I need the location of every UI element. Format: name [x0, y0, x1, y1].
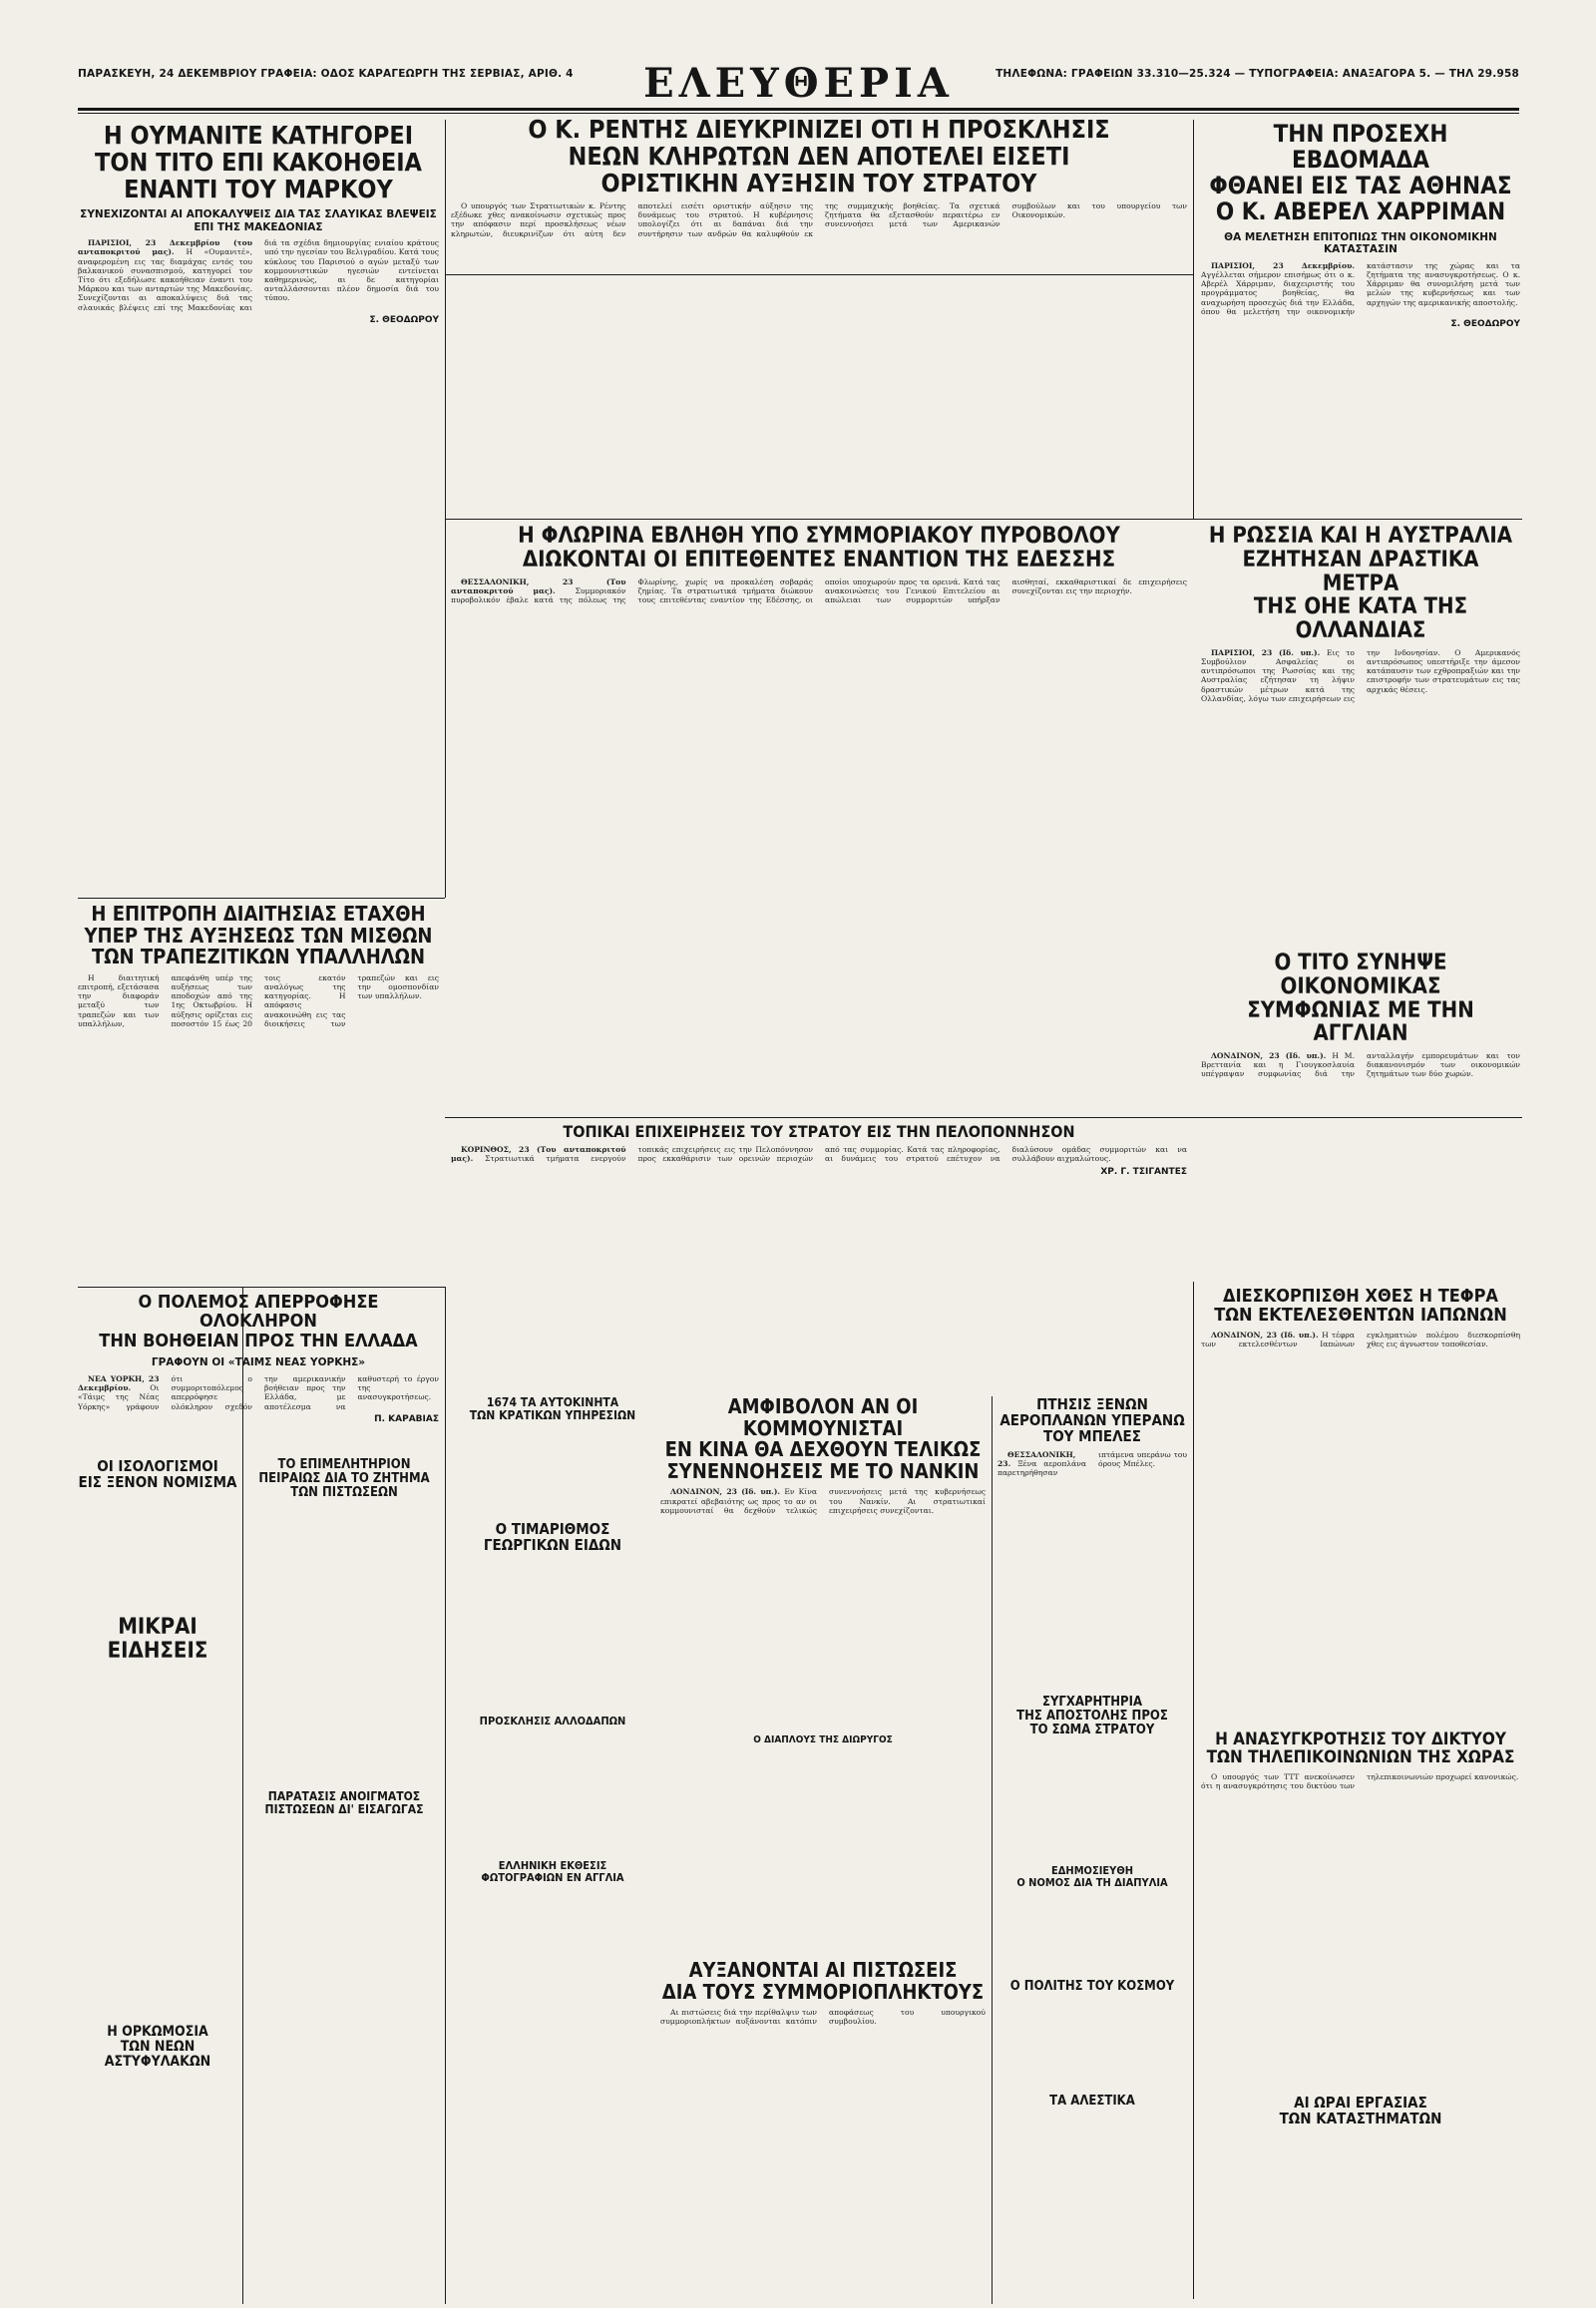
headline — [1201, 525, 1520, 643]
article-body — [1201, 1772, 1520, 1790]
headline-line: ΕΖΗΤΗΣΑΝ ΔΡΑΣΤΙΚΑ ΜΕΤΡΑ — [1242, 547, 1479, 596]
column-divider — [445, 1287, 446, 2304]
article-text: ΚΟΡΙΝΘΟΣ, 23 (Του ανταποκριτού μας). Στρατιωτικά τμήματα ενεργούν τοπικάς επιχειρήσεις εις την Πελοπόννησον προς εκκαθάρισιν των ορεινών περιοχών από τας συμμορίας. Κατά τας πληροφορίας, αι δυνάμεις του στρατού επέτυχον να διαλύσουν ομάδας συμμοριτών και να συλλάβουν αιχμαλώτους. — [451, 1145, 1187, 1164]
headline — [78, 1616, 237, 1664]
short-politis — [998, 1980, 1187, 2090]
dateline: ΛΟΝΔΙΝΟΝ, 23 (Ιδ. υπ.). — [1211, 1051, 1333, 1060]
masthead-rule-thin — [78, 113, 1519, 114]
headline — [998, 1980, 1187, 1994]
headline-line: ΜΙΚΡΑΙ ΕΙΔΗΣΕΙΣ — [107, 1616, 208, 1664]
short-alestika — [998, 2095, 1187, 2299]
headline-line: ΠΡΟΣΚΛΗΣΙΣ ΑΛΛΟΔΑΠΩΝ — [479, 1716, 626, 1728]
article-body — [78, 1374, 439, 1411]
article-pistosis — [660, 1960, 986, 2299]
headline — [78, 122, 439, 202]
headline-line: Η ΕΠΙΤΡΟΠΗ ΔΙΑΙΤΗΣΙΑΣ ΕΤΑΧΘΗ — [91, 904, 426, 926]
headline-line: Ο ΤΙΤΟ ΣΥΝΗΨΕ ΟΙΚΟΝΟΜΙΚΑΣ — [1274, 952, 1447, 999]
article-text: ΠΑΡΙΣΙΟΙ, 23 Δεκεμβρίου (του ανταποκριτού μας). Η «Ουμανιτέ», αναφερομένη εις τας διαμάχας εντός του βαλκανικού συνασπισμού, κατηγορεί τον Τίτο ότι εξεδήλωσε κακοήθειαν έναντι του Μάρκου και των ανταρτών της Μακεδονίας. Συνεχίζονται αι αποκαλύψεις διά τας σλαυικάς βλέψεις επί της Μακεδονίας και διά τα σχέδια δημιουργίας ενιαίου κράτους υπό την ηγεσίαν του Βελιγραδίου. Κατά τους κύκλους του Παρισιού ο αγών μεταξύ των κομμουνιστικών ηγεσιών εντείνεται καθημερινώς, αι δε κατηγορίαι ανταλλάσσονται πλέον δημοσία διά του τύπου. — [78, 238, 439, 312]
dateline: ΠΑΡΙΣΙΟΙ, 23 Δεκεμβρίου (του ανταποκριτού μας). — [78, 238, 252, 257]
headline-line: ΤΟΠΙΚΑΙ ΕΠΙΧΕΙΡΗΣΕΙΣ ΤΟΥ ΣΤΡΑΤΟΥ ΕΙΣ ΤΗΝ ΠΕΛΟΠΟΝΝΗΣΟΝ — [563, 1123, 1075, 1141]
byline: Σ. ΘΕΟΔΩΡΟΥ — [1450, 319, 1520, 330]
article-harriman — [1201, 122, 1520, 513]
article-body — [660, 2008, 986, 2026]
headline-line: ΦΩΤΟΓΡΑΦΙΩΝ ΕΝ ΑΓΓΛΙΑ — [481, 1870, 624, 1884]
headline-line: ΣΥΝΕΝΝΟΗΣΕΙΣ ΜΕ ΤΟ ΝΑΝΚΙΝ — [666, 1458, 980, 1483]
headline-line: ΤΩΝ ΤΗΛΕΠΙΚΟΙΝΩΝΙΩΝ ΤΗΣ ΧΩΡΑΣ — [1206, 1747, 1515, 1768]
article-body — [660, 1487, 986, 1515]
headline-line: ΕΙΣ ΞΕΝΟΝ ΝΟΜΙΣΜΑ — [78, 1473, 237, 1492]
short-peiraias — [248, 1458, 440, 1782]
headline-line: ΤΩΝ ΕΚΤΕΛΕΣΘΕΝΤΩΝ ΙΑΠΩΝΩΝ — [1214, 1305, 1507, 1327]
article-body — [451, 1145, 1187, 1163]
headline-line: Η ΦΛΩΡΙΝΑ ΕΒΛΗΘΗ ΥΠΟ ΣΥΜΜΟΡΙΑΚΟΥ ΠΥΡΟΒΟΛΟΥ — [518, 525, 1120, 549]
headline — [1201, 1287, 1520, 1326]
headline-line: ΤΟ ΕΠΙΜΕΛΗΤΗΡΙΟΝ — [277, 1458, 411, 1472]
short-ekthesis — [451, 1860, 654, 2299]
article-text: ΛΟΝΔΙΝΟΝ, 23 (Ιδ. υπ.). Η τέφρα των εκτελεσθέντων Ιαπώνων εγκληματιών πολέμου διεσκορπίσθη χθες εις άγνωστον τοποθεσίαν. — [1201, 1330, 1520, 1349]
headline-line: ΑΜΦΙΒΟΛΟΝ ΑΝ ΟΙ ΚΟΜΜΟΥΝΙΣΤΑΙ — [727, 1396, 919, 1440]
headline — [451, 1521, 654, 1553]
headline-line: ΕΝΑΝΤΙ ΤΟΥ ΜΑΡΚΟΥ — [124, 175, 393, 203]
headline-line: ΣΥΜΦΩΝΙΑΣ ΜΕ ΤΗΝ ΑΓΓΛΙΑΝ — [1247, 997, 1474, 1047]
dateline: ΠΑΡΙΣΙΟΙ, 23 (Ιδ. υπ.). — [1211, 647, 1327, 657]
headline-line: ΤΩΝ ΝΕΩΝ ΑΣΤΥΦΥΛΑΚΩΝ — [104, 2039, 211, 2071]
article-text: ΛΟΝΔΙΝΟΝ, 23 (Ιδ. υπ.). Εν Κίνα επικρατεί αβεβαιότης ως προς το αν οι κομμουνισταί θα δεχθούν τελικώς συνεννοήσεις μετά της κυβερνήσεως του Νανκίν. Αι στρατιωτικαί επιχειρήσεις συνεχίζονται. — [660, 1487, 986, 1515]
headline-line: Ο ΔΙΑΠΛΟΥΣ ΤΗΣ ΔΙΩΡΥΓΟΣ — [753, 1735, 893, 1745]
headline-line: Ο Κ. ΡΕΝΤΗΣ ΔΙΕΥΚΡΙΝΙΖΕΙ ΟΤΙ Η ΠΡΟΣΚΛΗΣΙΣ — [528, 116, 1110, 144]
newspaper-title: ΕΛΕΥΘΕΡΙΑ — [643, 60, 954, 107]
headline-line: ΤΗΣ ΑΠΟΣΤΟΛΗΣ ΠΡΟΣ — [1016, 1709, 1168, 1725]
article-markos — [78, 122, 439, 890]
masthead-phones: ΤΗΛΕΦΩΝΑ: ΓΡΑΦΕΙΩΝ 33.310—25.324 — ΤΥΠΟΓΡΑΦΕΙΑ: ΑΝΑΞΑΓΟΡΑ 5. — ΤΗΛ 29.958 — [996, 68, 1519, 80]
article-tactical — [451, 1123, 1187, 1392]
short-nomos — [998, 1865, 1187, 1975]
column-divider — [445, 120, 446, 898]
headline — [78, 904, 439, 968]
section-rule — [78, 898, 445, 899]
headline — [660, 1960, 986, 2003]
byline: ΧΡ. Γ. ΤΣΙΓΑΝΤΕΣ — [1100, 1166, 1187, 1177]
masthead-rule — [78, 108, 1519, 111]
article-text: Αι πιστώσεις διά την περίθαλψιν των συμμοριοπλήκτων αυξάνονται κατόπιν αποφάσεως του υπουργικού συμβουλίου. — [660, 2008, 986, 2027]
article-body — [998, 1450, 1187, 1478]
headline-line: ΑΕΡΟΠΛΑΝΩΝ ΥΠΕΡΑΝΩ — [999, 1411, 1185, 1430]
headline — [998, 2095, 1187, 2109]
short-diorgos — [660, 1735, 986, 1955]
article-text: Ο υπουργός των Στρατιωτικών κ. Ρέντης εξέδωκε χθες ανακοίνωσιν σχετικώς προς την απόφασιν περί προσκλήσεως νέων κληρωτών, διευκρινίζων ότι αύτη δεν αποτελεί εισέτι οριστικήν αύξησιν της δυνάμεως του στρατού. Η κυβέρνησις υπολογίζει ότι αι δαπάναι διά την συντήρησιν των ανδρών θα καλυφθούν εκ της συμμαχικής βοηθείας. Τα σχετικά ζητήματα θα εξετασθούν περαιτέρω εν συνεννοήσει μετά των Αμερικανών συμβούλων και του υπουργείου των Οικονομικών. — [451, 201, 1187, 238]
headline-line: ΤΟΝ ΤΙΤΟ ΕΠΙ ΚΑΚΟΗΘΕΙΑ — [95, 148, 422, 177]
dateline: ΛΟΝΔΙΝΟΝ, 23 (Ιδ. υπ.). — [670, 1487, 785, 1497]
headline — [78, 1458, 237, 1490]
short-paratasis — [248, 1790, 440, 2299]
headline-line: ΤΑ ΑΛΕΣΤΙΚΑ — [1049, 2095, 1135, 2109]
article-text: ΘΕΣΣΑΛΟΝΙΚΗ, 23 (Του ανταποκριτού μας). Συμμοριακόν πυροβολικόν έβαλε κατά της πόλεως της Φλωρίνης, χωρίς να προκαλέση σοβαράς ζημίας. Τα στρατιωτικά τμήματα διώκουν τους επιτεθέντας εναντίον της Εδέσσης, οι οποίοι υποχωρούν προς τα ορεινά. Κατά τας ανακοινώσεις του Γενικού Επιτελείου αι απώλειαι των συμμοριτών υπήρξαν αισθηταί, εκκαθαριστικαί δε επιχειρήσεις συνεχίζονται εις την περιοχήν. — [451, 577, 1187, 604]
masthead — [78, 60, 1519, 116]
article-oikonomia — [1201, 952, 1520, 1276]
headline-line: ΠΤΗΣΙΣ ΞΕΝΩΝ — [1036, 1396, 1148, 1413]
headline — [660, 1735, 986, 1746]
headline — [451, 525, 1187, 573]
section-rule — [78, 1287, 445, 1288]
headline — [660, 1396, 986, 1482]
headline — [248, 1790, 440, 1816]
article-text: ΠΑΡΙΣΙΟΙ, 23 Δεκεμβρίου. Αγγέλλεται σήμερον επισήμως ότι ο κ. Αβερέλ Χάρριμαν, διαχειριστής του προγράμματος βοηθείας, θα αναχωρήση προσεχώς διά την Ελλάδα, όπου θα μελετήση την οικονομικήν κατάστασιν της χώρας και τα ζητήματα της ανασυγκροτήσεως. Ο κ. Χάρριμαν θα συνομιλήση μετά των μελών της κυβερνήσεως και των αρχηγών της αμερικανικής αποστολής. — [1201, 260, 1520, 316]
article-tilepikoinonies — [1201, 1731, 1520, 2090]
article-body — [1201, 261, 1520, 316]
headline — [1201, 122, 1520, 225]
article-text: ΘΕΣΣΑΛΟΝΙΚΗ, 23. Ξένα αεροπλάνα παρετηρήθησαν ιπτάμενα υπεράνω του όρους Μπέλες. — [998, 1449, 1187, 1477]
headline-line: ΔΙΕΣΚΟΡΠΙΣΘΗ ΧΘΕΣ Η ΤΕΦΡΑ — [1223, 1287, 1498, 1307]
article-text: ΝΕΑ ΥΟΡΚΗ, 23 Δεκεμβρίου. Οι «Τάιμς της Νέας Υόρκης» γράφουν ότι ο συμμοριτοπόλεμος απερρόφησε ολόκληρον σχεδόν την αμερικανικήν βοήθειαν προς την Ελλάδα, με αποτέλεσμα να καθυστερή το έργον της ανασυγκροτήσεως. — [78, 1373, 439, 1411]
headline — [78, 1293, 439, 1350]
headline-line: ΤΩΝ ΤΡΑΠΕΖΙΤΙΚΩΝ ΥΠΑΛΛΗΛΩΝ — [91, 945, 426, 969]
headline-line: Ο ΠΟΛΕΜΟΣ ΑΠΕΡΡΟΦΗΣΕ ΟΛΟΚΛΗΡΟΝ — [138, 1293, 379, 1333]
headline-line: Η ΟΥΜΑΝΙΤΕ ΚΑΤΗΓΟΡΕΙ — [103, 122, 414, 150]
headline-line: Ο Κ. ΑΒΕΡΕΛ ΧΑΡΡΙΜΑΝ — [1215, 196, 1506, 225]
headline-line: ΔΙΩΚΟΝΤΑΙ ΟΙ ΕΠΙΤΕΘΕΝΤΕΣ ΕΝΑΝΤΙΟΝ ΤΗΣ ΕΔΕΣΣΗΣ — [522, 547, 1116, 573]
dateline: ΝΕΑ ΥΟΡΚΗ, 23 Δεκεμβρίου. — [78, 1373, 160, 1393]
article-tolemos — [78, 1293, 439, 1452]
dateline: ΛΟΝΔΙΝΟΝ, 23 (Ιδ. υπ.). — [1211, 1330, 1323, 1340]
headline-line: ΣΥΓΧΑΡΗΤΗΡΙΑ — [1041, 1696, 1143, 1710]
article-amfivolon — [660, 1396, 986, 1731]
dateline: ΘΕΣΣΑΛΟΝΙΚΗ, 23 (Του ανταποκριτού μας). — [451, 577, 626, 595]
dateline: ΚΟΡΙΝΘΟΣ, 23 (Του ανταποκριτού μας). — [451, 1145, 626, 1164]
headline-line: ΠΕΙΡΑΙΩΣ ΔΙΑ ΤΟ ΖΗΤΗΜΑ — [258, 1471, 430, 1487]
column-divider — [1193, 1282, 1194, 2299]
headline-line: Η ΡΩΣΣΙΑ ΚΑΙ Η ΑΥΣΤΡΑΛΙΑ — [1208, 525, 1513, 549]
article-body — [451, 201, 1187, 238]
article-aeroplana — [998, 1396, 1187, 1691]
dateline: ΠΑΡΙΣΙΟΙ, 23 Δεκεμβρίου. — [1211, 260, 1355, 270]
byline: Σ. ΘΕΟΔΩΡΟΥ — [369, 314, 439, 325]
headline — [1201, 2095, 1520, 2126]
subheadline: ΣΥΝΕΧΙΖΟΝΤΑΙ ΑΙ ΑΠΟΚΑΛΥΨΕΙΣ ΔΙΑ ΤΑΣ ΣΛΑΥΙΚΑΣ ΒΛΕΨΕΙΣ ΕΠΙ ΤΗΣ ΜΑΚΕΔΟΝΙΑΣ — [80, 208, 437, 233]
headline — [78, 2025, 237, 2070]
headline — [1201, 952, 1520, 1046]
headline-line: ΟΡΙΣΤΙΚΗΝ ΑΥΞΗΣΙΝ ΤΟΥ ΣΤΡΑΤΟΥ — [600, 169, 1037, 197]
headline-line: ΔΙΑ ΤΟΥΣ ΣΥΜΜΟΡΙΟΠΛΗΚΤΟΥΣ — [661, 1979, 985, 2004]
article-text: ΛΟΝΔΙΝΟΝ, 23 (Ιδ. υπ.). Η Μ. Βρεττανία και η Γιουγκοσλαυία υπέγραψαν συμφωνίας διά την ανταλλαγήν εμπορευμάτων και τον διακανονισμόν των οικονομικών ζητημάτων των δύο χωρών. — [1201, 1051, 1520, 1079]
headline — [998, 1865, 1187, 1889]
headline-line: ΝΕΩΝ ΚΛΗΡΩΤΩΝ ΔΕΝ ΑΠΟΤΕΛΕΙ ΕΙΣΕΤΙ — [568, 142, 1070, 171]
headline-line: ΥΠΕΡ ΤΗΣ ΑΥΞΗΣΕΩΣ ΤΩΝ ΜΙΣΘΩΝ — [84, 923, 433, 948]
dateline: ΘΕΣΣΑΛΟΝΙΚΗ, 23. — [998, 1449, 1076, 1468]
headline — [451, 1716, 654, 1728]
short-allodapoi — [451, 1716, 654, 1855]
headline-line: Η ΑΝΑΣΥΓΚΡΟΤΗΣΙΣ ΤΟΥ ΔΙΚΤΥΟΥ — [1215, 1731, 1506, 1749]
headline-line: ΤΩΝ ΚΡΑΤΙΚΩΝ ΥΠΗΡΕΣΙΩΝ — [469, 1407, 636, 1422]
headline — [998, 1696, 1187, 1737]
article-body — [1201, 648, 1520, 703]
short-timarithmos — [451, 1521, 654, 1711]
headline-line: ΠΙΣΤΩΣΕΩΝ ΔΙ' ΕΙΣΑΓΩΓΑΣ — [264, 1801, 424, 1816]
headline-line: ΤΟ ΣΩΜΑ ΣΤΡΑΤΟΥ — [1029, 1723, 1155, 1738]
article-russia — [1201, 525, 1520, 944]
headline — [998, 1396, 1187, 1445]
article-body — [78, 238, 439, 312]
headline — [451, 116, 1187, 196]
headline-line: ΕΔΗΜΟΣΙΕΥΘΗ — [1050, 1865, 1134, 1877]
headline-line: ΤΗΝ ΒΟΗΘΕΙΑΝ ΠΡΟΣ ΤΗΝ ΕΛΛΑΔΑ — [99, 1330, 418, 1351]
headline-line: ΑΙ ΩΡΑΙ ΕΡΓΑΣΙΑΣ — [1294, 2095, 1427, 2112]
headline — [451, 1396, 654, 1422]
short-orkomosia — [78, 2025, 237, 2299]
headline-line: ΕΝ ΚΙΝΑ ΘΑ ΔΕΧΘΟΥΝ ΤΕΛΙΚΩΣ — [664, 1437, 982, 1462]
article-body — [1201, 1331, 1520, 1348]
headline-line: Ο ΤΙΜΑΡΙΘΜΟΣ — [495, 1521, 610, 1538]
headline-line: ΓΕΩΡΓΙΚΩΝ ΕΙΔΩΝ — [483, 1536, 622, 1555]
headline-line: 1674 ΤΑ ΑΥΤΟΚΙΝΗΤΑ — [486, 1396, 619, 1409]
headline — [451, 1123, 1187, 1140]
article-florina — [451, 525, 1187, 1113]
headline-line: ΕΛΛΗΝΙΚΗ ΕΚΘΕΣΙΣ — [498, 1860, 607, 1872]
byline: Π. ΚΑΡΑΒΙΑΣ — [374, 1413, 439, 1424]
headline — [1201, 1731, 1520, 1767]
headline-line: ΤΟΥ ΜΠΕΛΕΣ — [1043, 1427, 1141, 1446]
article-text: Ο υπουργός των ΤΤΤ ανεκοίνωσεν ότι η ανασυγκρότησις του δικτύου των τηλεπικοινωνιών προχωρεί κανονικώς. — [1201, 1771, 1519, 1790]
headline-line: ΤΩΝ ΠΙΣΤΩΣΕΩΝ — [290, 1485, 398, 1501]
subheadline: ΓΡΑΦΟΥΝ ΟΙ «ΤΑΙΜΣ ΝΕΑΣ ΥΟΡΚΗΣ» — [151, 1356, 366, 1369]
short-isologismoi — [78, 1458, 237, 1608]
column-divider — [1193, 120, 1194, 519]
short-ergasia — [1201, 2095, 1520, 2299]
short-mikrai — [78, 1616, 237, 2020]
headline-line: ΤΩΝ ΚΑΤΑΣΤΗΜΑΤΩΝ — [1279, 2110, 1442, 2128]
headline-line: Η ΟΡΚΩΜΟΣΙΑ — [107, 2025, 208, 2040]
headline-line: ΟΙ ΙΣΟΛΟΓΙΣΜΟΙ — [97, 1458, 218, 1475]
short-syncharitiria — [998, 1696, 1187, 1860]
article-epitropi — [78, 904, 439, 1283]
article-text: Η διαιτητική επιτροπή, εξετάσασα την διαφοράν μεταξύ των τραπεζών και των υπαλλήλων, απεφάνθη υπέρ της αυξήσεως των αποδοχών από της 1ης Οκτωβρίου. Η αύξησις ορίζεται εις ποσοστόν 15 έως 20 τοις εκατόν αναλόγως της κατηγορίας. Η απόφασις ανακοινώθη εις τας διοικήσεις των τραπεζών και εις την ομοσπονδίαν των υπαλλήλων. — [78, 972, 439, 1028]
subheadline: ΘΑ ΜΕΛΕΤΗΣΗ ΕΠΙΤΟΠΙΩΣ ΤΗΝ ΟΙΚΟΝΟΜΙΚΗΝ ΚΑΤΑΣΤΑΣΙΝ — [1224, 230, 1497, 256]
short-autokinita — [451, 1396, 654, 1516]
headline-line: Ο ΝΟΜΟΣ ΔΙΑ ΤΗ ΔΙΑΠΥΛΙΑ — [1016, 1875, 1168, 1889]
article-iapones — [1201, 1287, 1520, 1526]
masthead-date-address: ΠΑΡΑΣΚΕΥΗ, 24 ΔΕΚΕΜΒΡΙΟΥ ΓΡΑΦΕΙΑ: ΟΔΟΣ ΚΑΡΑΓΕΩΡΓΗ ΤΗΣ ΣΕΡΒΙΑΣ, ΑΡΙΘ. 4 — [78, 68, 574, 80]
headline-line: ΑΥΞΑΝΟΝΤΑΙ ΑΙ ΠΙΣΤΩΣΕΙΣ — [688, 1960, 958, 1982]
article-body — [451, 577, 1187, 605]
headline — [248, 1458, 440, 1500]
headline-line: ΤΗΣ ΟΗΕ ΚΑΤΑ ΤΗΣ ΟΛΛΑΝΔΙΑΣ — [1253, 594, 1468, 643]
headline-line: ΠΑΡΑΤΑΣΙΣ ΑΝΟΙΓΜΑΤΟΣ — [267, 1790, 421, 1803]
article-body — [78, 973, 439, 1028]
headline-line: Ο ΠΟΛΙΤΗΣ ΤΟΥ ΚΟΣΜΟΥ — [1009, 1980, 1175, 1994]
article-text: ΠΑΡΙΣΙΟΙ, 23 (Ιδ. υπ.). Εις το Συμβούλιον Ασφαλείας οι αντιπρόσωποι της Ρωσσίας και της Αυστραλίας εζήτησαν τη λήψιν δραστικών μέτρων κατά της Ολλανδίας, λόγω των επιχειρήσεων εις την Ινδονησίαν. Ο Αμερικανός αντιπρόσωπος υπεστήριξε την άμεσον κατάπαυσιν των εχθροπραξιών και την επιστροφήν των στρατευμάτων εις τας αρχικάς θέσεις. — [1201, 647, 1520, 703]
article-body — [1201, 1051, 1520, 1079]
headline — [451, 1860, 654, 1884]
headline-line: ΦΘΑΝΕΙ ΕΙΣ ΤΑΣ ΑΘΗΝΑΣ — [1209, 171, 1512, 199]
headline-line: ΤΗΝ ΠΡΟΣΕΧΗ ΕΒΔΟΜΑΔΑ — [1273, 122, 1448, 174]
column-divider — [992, 1396, 993, 2304]
